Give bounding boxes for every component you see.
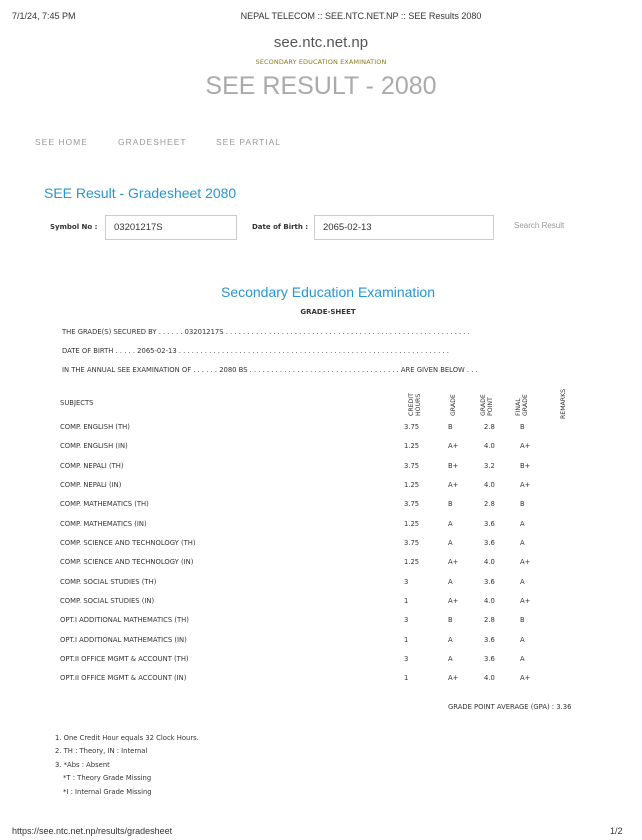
row-credit-hours: 3.75 [404,423,420,431]
row-grade-point: 4.0 [484,558,495,567]
gpa-line: GRADE POINT AVERAGE (GPA) : 3.36 [448,703,572,711]
row-credit-hours: 1 [404,674,409,683]
row-credit-hours: 3 [404,577,409,586]
row-final-grade: B+ [520,461,531,470]
row-credit-hours: 1.25 [404,442,420,451]
row-final-grade: A+ [520,596,531,605]
row-subject: COMP. NEPALI (IN) [60,480,122,489]
row-final-grade: A+ [520,442,531,451]
row-final-grade: A [520,519,525,528]
row-subject: COMP. ENGLISH (IN) [60,442,128,451]
row-credit-hours: 3 [404,616,409,625]
column-header-final-grade: FINAL GRADE [515,394,529,416]
secured-by-line: THE GRADE(S) SECURED BY . . . . . . 03201217S . . . . . . . . . . . . . . . . . . . . . . . . . . . . . . . . . . . . . . . . . . . . . . . . . . . . . . . . . [62,328,470,336]
nav-see-partial[interactable]: SEE PARTIAL [216,137,282,147]
row-subject: COMP. SCIENCE AND TECHNOLOGY (TH) [60,538,196,547]
search-result-button[interactable]: Search Result [514,221,565,230]
gradesheet-heading: Secondary Education Examination [220,284,436,300]
row-grade: A [448,538,453,547]
row-grade-point: 3.6 [484,654,495,663]
row-grade: B [448,423,453,431]
main-title: SEE RESULT - 2080 [205,72,437,100]
row-grade-point: 3.6 [484,538,495,547]
row-subject: COMP. SOCIAL STUDIES (TH) [60,577,157,586]
row-subject: COMP. ENGLISH (TH) [60,423,130,431]
print-footer-url: https://see.ntc.net.np/results/gradesheet [12,826,173,836]
note-credit-hour: 1. One Credit Hour equals 32 Clock Hours. [55,734,199,742]
row-grade: A+ [448,442,459,451]
row-subject: COMP. SOCIAL STUDIES (IN) [60,596,155,605]
nav-see-home[interactable]: SEE HOME [35,137,88,147]
row-credit-hours: 1.25 [404,480,420,489]
row-grade: A [448,577,453,586]
column-header-grade-point: GRADE POINT [480,394,494,416]
row-grade: A+ [448,480,459,489]
row-grade: A [448,654,453,663]
row-subject: OPT.I ADDITIONAL MATHEMATICS (TH) [60,616,189,625]
note-theory-missing: *T : Theory Grade Missing [63,774,152,782]
row-final-grade: A+ [520,674,531,683]
symbol-no-input[interactable] [105,215,237,240]
row-grade: A+ [448,558,459,567]
print-page-title: NEPAL TELECOM :: SEE.NTC.NET.NP :: SEE Results 2080 [240,11,482,21]
row-credit-hours: 1.25 [404,558,420,567]
row-subject: OPT.II OFFICE MGMT & ACCOUNT (TH) [60,654,189,663]
row-subject: COMP. NEPALI (TH) [60,461,124,470]
column-header-remarks: REMARKS [560,388,567,419]
row-grade-point: 2.8 [484,500,495,509]
row-credit-hours: 3.75 [404,538,420,547]
row-grade-point: 3.6 [484,577,495,586]
row-grade-point: 3.6 [484,519,495,528]
row-credit-hours: 1 [404,635,409,644]
exam-line: IN THE ANNUAL SEE EXAMINATION OF . . . . . . 2080 BS . . . . . . . . . . . . . . . . . . . . . . . . . . . . . . . . . . . ARE GIVEN BELOW . . . [62,366,478,374]
dob-input[interactable] [314,215,494,240]
row-final-grade: A+ [520,558,531,567]
row-credit-hours: 3.75 [404,500,420,509]
row-grade: A+ [448,596,459,605]
row-grade: A [448,635,453,644]
row-grade-point: 2.8 [484,423,495,431]
row-grade: B [448,500,453,509]
row-final-grade: B [520,423,525,431]
row-subject: COMP. MATHEMATICS (IN) [60,519,147,528]
section-heading: SEE Result - Gradesheet 2080 [44,185,237,201]
note-internal-missing: *I : Internal Grade Missing [63,788,152,796]
row-subject: OPT.II OFFICE MGMT & ACCOUNT (IN) [60,674,187,683]
row-final-grade: A+ [520,480,531,489]
symbol-no-label: Symbol No : [50,223,98,231]
dob-label: Date of Birth : [252,223,309,231]
row-subject: COMP. SCIENCE AND TECHNOLOGY (IN) [60,558,194,567]
row-grade-point: 4.0 [484,674,495,683]
row-final-grade: A [520,654,525,663]
row-subject: OPT.I ADDITIONAL MATHEMATICS (IN) [60,635,187,644]
row-grade: B+ [448,461,459,470]
print-footer-page: 1/2 [610,826,623,836]
site-name: see.ntc.net.np [273,34,369,51]
row-final-grade: B [520,500,525,509]
exam-subtitle: SECONDARY EDUCATION EXAMINATION [255,58,387,66]
row-final-grade: A [520,635,525,644]
row-grade: A [448,519,453,528]
column-header-credit-hours: CREDIT HOURS [408,393,422,416]
row-grade-point: 4.0 [484,596,495,605]
row-subject: COMP. MATHEMATICS (TH) [60,500,149,509]
nav-gradesheet[interactable]: GRADESHEET [118,137,187,147]
row-grade-point: 4.0 [484,480,495,489]
row-credit-hours: 3 [404,654,409,663]
row-grade: B [448,616,453,625]
row-grade-point: 3.6 [484,635,495,644]
row-credit-hours: 1 [404,596,409,605]
print-date: 7/1/24, 7:45 PM [12,11,76,21]
gradesheet-subheading: GRADE-SHEET [300,308,356,316]
note-absent: 3. *Abs : Absent [55,761,110,769]
column-header-subjects: SUBJECTS [60,399,94,407]
row-final-grade: A [520,577,525,586]
row-final-grade: A [520,538,525,547]
dob-line: DATE OF BIRTH . . . . . 2065-02-13 . . . . . . . . . . . . . . . . . . . . . . . . . . . . . . . . . . . . . . . . . . . . . . . . . . . . . . . . . . . . . . . [62,347,449,355]
column-header-grade: GRADE [450,394,457,416]
row-grade: A+ [448,674,459,683]
row-final-grade: B [520,616,525,625]
row-credit-hours: 1.25 [404,519,420,528]
row-credit-hours: 3.75 [404,461,420,470]
row-grade-point: 2.8 [484,616,495,625]
row-grade-point: 3.2 [484,461,495,470]
row-grade-point: 4.0 [484,442,495,451]
note-th-in: 2. TH : Theory, IN : Internal [55,747,148,755]
